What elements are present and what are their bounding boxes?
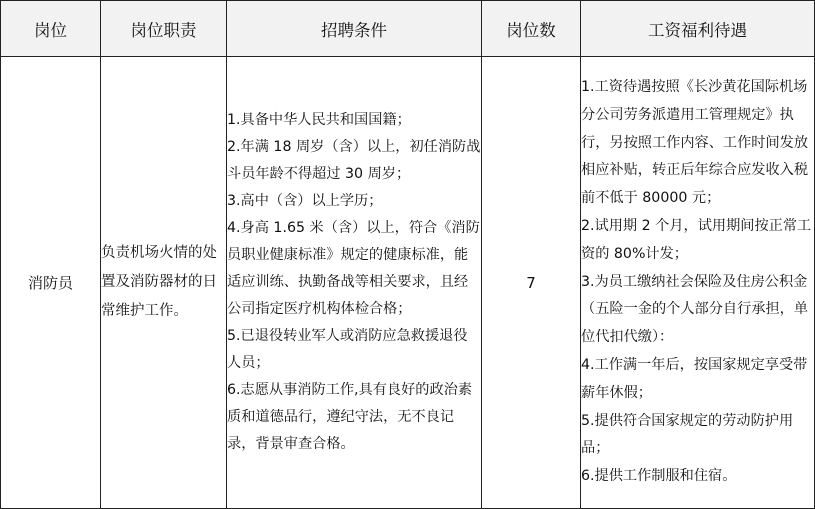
duty-cell: 负责机场火情的处置及消防器材的日常维护工作。 <box>101 57 227 509</box>
requirement-item: 3.高中（含）以上学历； <box>227 193 383 209</box>
header-requirements: 招聘条件 <box>227 1 482 57</box>
table-header-row <box>1 1 815 57</box>
header-post: 岗位 <box>1 1 101 57</box>
requirement-item: 6.志愿从事消防工作,具有良好的政治素质和道德品行，遵纪守法，无不良记录，背景审查合格。 <box>227 382 473 452</box>
benefits-cell <box>581 57 815 509</box>
requirement-item: 4.身高 1.65 米（含）以上，符合《消防员职业健康标准》规定的健康标准，能适应训练、执勤备战等相关要求，且经公司指定医疗机构体检合格； <box>227 220 480 317</box>
benefit-item: 4.工作满一年后，按国家规定享受带薪年休假； <box>581 356 808 401</box>
post-cell: 消防员 <box>1 57 101 509</box>
requirement-item: 1.具备中华人民共和国国籍； <box>227 112 411 128</box>
benefit-item: 2.试用期 2 个月，试用期间按正常工资的 80%计发； <box>581 218 812 262</box>
requirements-cell <box>227 57 482 509</box>
benefit-item: 3.为员工缴纳社会保险及住房公积金（五险一金的个人部分自行承担，单位代扣代缴）： <box>581 273 809 346</box>
header-duty: 岗位职责 <box>101 1 227 57</box>
benefit-item: 5.提供符合国家规定的劳动防护用品； <box>581 412 794 457</box>
requirement-item: 2.年满 18 周岁（含）以上，初任消防战斗员年龄不得超过 30 周岁； <box>227 139 481 182</box>
requirement-item: 5.已退役转业军人或消防应急救援退役人员； <box>227 328 468 371</box>
benefit-item: 6.提供工作制服和住宿。 <box>581 468 737 485</box>
header-count: 岗位数 <box>482 1 581 57</box>
header-benefits: 工资福利待遇 <box>581 1 815 57</box>
count-cell: 7 <box>482 57 581 509</box>
benefit-item: 1.工资待遇按照《长沙黄花国际机场分公司劳务派遣用工管理规定》执行，另按照工作内容、工作时间发放相应补贴，转正后年综合应发收入税前不低于 80000 元； <box>581 79 809 207</box>
table-row <box>1 57 815 509</box>
